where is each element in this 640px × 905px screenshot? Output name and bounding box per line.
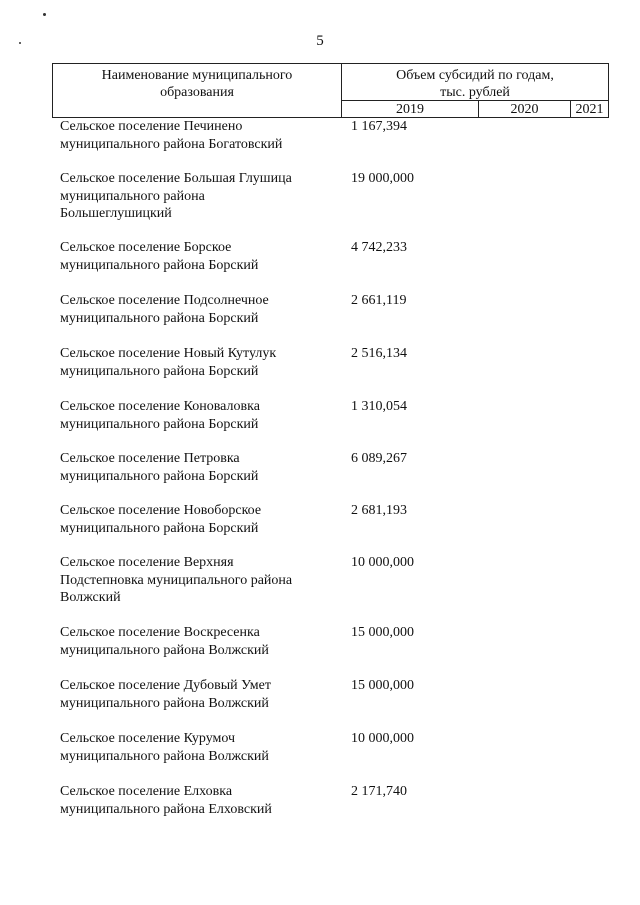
subsidy-2019-value: 19 000,000 [351, 171, 414, 186]
subsidy-2019-value: 1 167,394 [351, 119, 407, 134]
scan-speck [43, 13, 46, 16]
municipality-name: Сельское поселение Большая Глушица муниципального района Большеглушицкий [60, 171, 292, 221]
subsidy-2019-value: 1 310,054 [351, 399, 407, 414]
subsidy-2019-value: 10 000,000 [351, 555, 414, 570]
municipality-name: Сельское поселение Новоборское муниципального района Борский [60, 503, 262, 536]
subsidy-2019-value: 2 516,134 [351, 346, 407, 361]
column-header-volume: Объем субсидий по годам, тыс. рублей [396, 68, 554, 100]
subsidy-2019-value: 15 000,000 [351, 625, 414, 640]
municipality-name: Сельское поселение Подсолнечное муниципального района Борский [60, 293, 269, 326]
year-header-2020: 2020 [510, 102, 539, 117]
municipality-name: Сельское поселение Борское муниципального района Борский [60, 240, 259, 273]
municipality-name: Сельское поселение Новый Кутулук муниципального района Борский [60, 346, 277, 379]
subsidy-2019-value: 2 681,193 [351, 503, 407, 518]
year-header-2019: 2019 [396, 102, 424, 117]
subsidy-2019-value: 6 089,267 [351, 451, 407, 466]
municipality-name: Сельское поселение Печинено муниципального района Богатовский [60, 119, 283, 152]
column-header-name: Наименование муниципального образования [101, 68, 293, 100]
subsidy-2019-value: 2 171,740 [351, 784, 407, 799]
subsidy-2019-value: 4 742,233 [351, 240, 407, 255]
subsidy-2019-value: 2 661,119 [351, 293, 407, 308]
municipality-name: Сельское поселение Елховка муниципального района Елховский [60, 784, 272, 817]
year-header-2021: 2021 [575, 102, 604, 117]
municipality-name: Сельское поселение Верхняя Подстепновка муниципального района Волжский [60, 555, 293, 605]
page-number: 5 [316, 33, 324, 49]
municipality-name: Сельское поселение Курумоч муниципального района Волжский [60, 731, 269, 764]
subsidy-2019-value: 10 000,000 [351, 731, 414, 746]
municipality-name: Сельское поселение Воскресенка муниципального района Волжский [60, 625, 269, 658]
municipality-name: Сельское поселение Петровка муниципального района Борский [60, 451, 259, 484]
table-header [52, 63, 609, 118]
municipality-name: Сельское поселение Коноваловка муниципального района Борский [60, 399, 260, 432]
municipality-name: Сельское поселение Дубовый Умет муниципального района Волжский [60, 678, 271, 711]
subsidy-2019-value: 15 000,000 [351, 678, 414, 693]
